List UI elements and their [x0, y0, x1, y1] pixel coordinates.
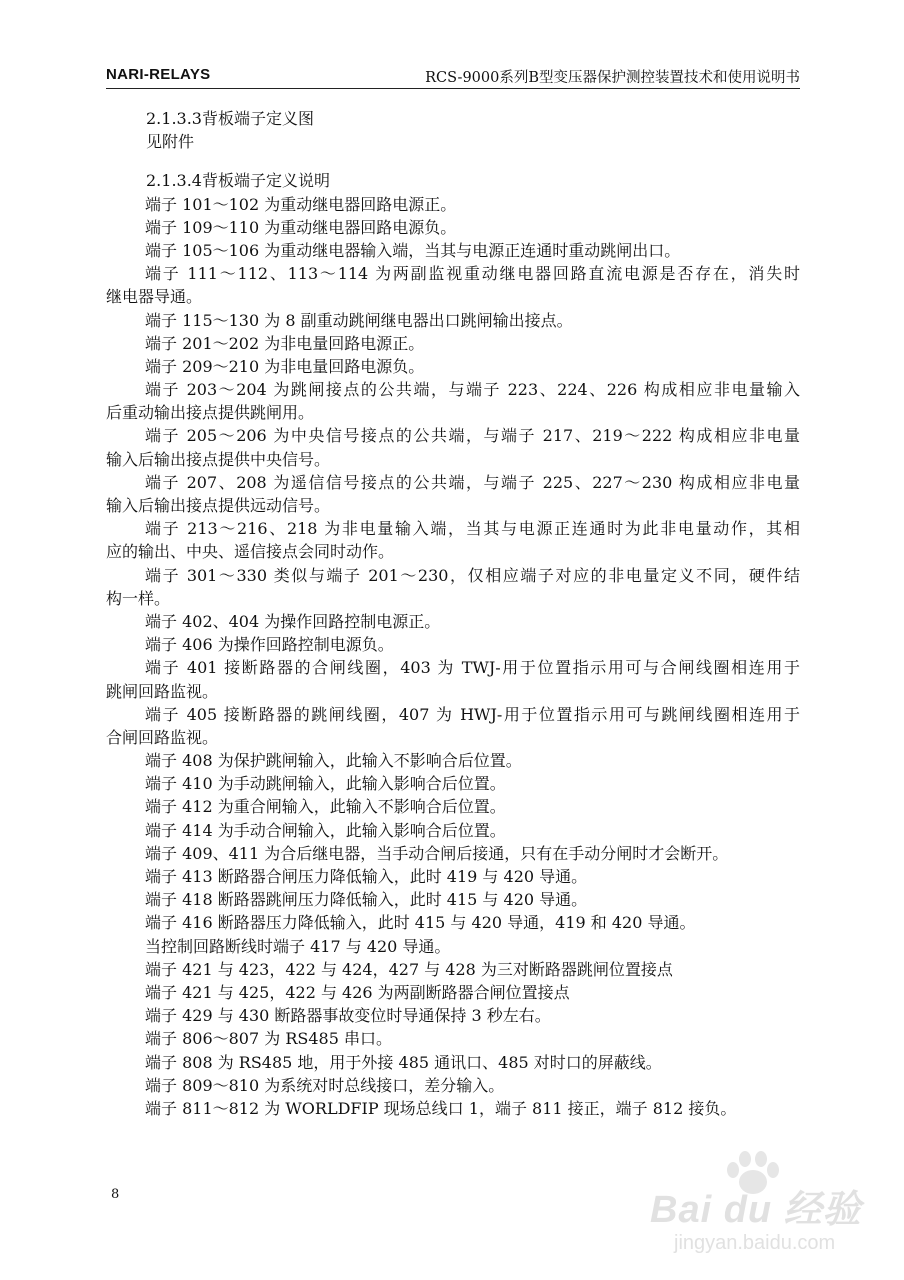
terminal-line: 端子 811～812 为 WORLDFIP 现场总线口 1，端子 811 接正，端子 812 接负。: [145, 1098, 737, 1118]
terminal-line: 端子 401 接断路器的合闸线圈，403 为 TWJ-用于位置指示用可与合闸线圈相连用于: [145, 658, 800, 678]
terminal-line: 端子 209～210 为非电量回路电源负。: [145, 356, 425, 376]
terminal-line: 端子 402、404 为操作回路控制电源正。: [145, 611, 441, 631]
terminal-line: 端子 806～807 为 RS485 串口。: [145, 1029, 392, 1049]
terminal-line: 端子 301～330 类似与端子 201～230，仅相应端子对应的非电量定义不同，硬件结: [145, 565, 800, 585]
terminal-line: 端子 408 为保护跳闸输入，此输入不影响合后位置。: [145, 751, 522, 771]
watermark-brand: Bai du 经验: [650, 1189, 862, 1231]
terminal-line: 端子 109～110 为重动继电器回路电源负。: [145, 217, 457, 237]
terminal-line: 当控制回路断线时端子 417 与 420 导通。: [145, 936, 451, 956]
terminal-line: 端子 205～206 为中央信号接点的公共端，与端子 217、219～222 构成相应非电量: [145, 426, 800, 446]
terminal-line: 端子 207、208 为遥信信号接点的公共端，与端子 225、227～230 构成相应非电量: [145, 472, 800, 492]
terminal-line-cont: 后重动输出接点提供跳闸用。: [106, 403, 315, 423]
baidu-watermark: [650, 1148, 890, 1268]
terminal-line-cont: 应的输出、中央、遥信接点会同时动作。: [106, 542, 395, 562]
terminal-line: 端子 808 为 RS485 地，用于外接 485 通讯口、485 对时口的屏蔽线。: [145, 1052, 662, 1072]
terminal-line-cont: 继电器导通。: [106, 287, 203, 307]
terminal-line-cont: 构一样。: [106, 588, 171, 608]
terminal-line-cont: 合闸回路监视。: [106, 727, 219, 747]
terminal-line: 端子 410 为手动跳闸输入，此输入影响合后位置。: [145, 774, 506, 794]
terminal-line: 端子 405 接断路器的跳闸线圈，407 为 HWJ-用于位置指示用可与跳闸线圈相连用于: [145, 704, 800, 724]
terminal-line: 端子 101～102 为重动继电器回路电源正。: [145, 194, 457, 214]
document-body: [106, 107, 800, 1120]
terminal-line: 端子 414 为手动合闸输入，此输入影响合后位置。: [145, 820, 506, 840]
terminal-line: 端子 416 断路器压力降低输入，此时 415 与 420 导通，419 和 420 导通。: [145, 913, 696, 933]
section-heading-2133: 2.1.3.3背板端子定义图: [146, 109, 314, 128]
header-title: RCS-9000系列B型变压器保护测控装置技术和使用说明书: [425, 70, 800, 86]
terminal-line: 端子 412 为重合闸输入，此输入不影响合后位置。: [145, 797, 506, 817]
terminal-line: 端子 409、411 为合后继电器，当手动合闸后接通，只有在手动分闸时才会断开。: [145, 843, 729, 863]
terminal-line: 端子 213～216、218 为非电量输入端，当其与电源正连通时为此非电量动作，其相: [145, 519, 800, 539]
section-heading-2134: 2.1.3.4背板端子定义说明: [146, 171, 330, 191]
spacer: [106, 153, 800, 169]
terminal-line: 端子 406 为操作回路控制电源负。: [145, 635, 394, 655]
terminal-line: 端子 203～204 为跳闸接点的公共端，与端子 223、224、226 构成相应非电量输入: [145, 380, 800, 400]
terminal-line: 端子 421 与 423，422 与 424，427 与 428 为三对断路器跳闸位置接点: [145, 959, 673, 979]
terminal-line: 端子 111～112、113～114 为两副监视重动继电器回路直流电源是否存在，消失时: [145, 264, 800, 284]
terminal-line-cont: 跳闸回路监视。: [106, 681, 219, 701]
header-brand: NARI-RELAYS: [106, 66, 211, 83]
watermark-url: jingyan.baidu.com: [674, 1232, 836, 1254]
terminal-line: 端子 115～130 为 8 副重动跳闸继电器出口跳闸输出接点。: [145, 310, 573, 330]
terminal-line-cont: 输入后输出接点提供远动信号。: [106, 496, 331, 515]
terminal-line: 端子 413 断路器合闸压力降低输入，此时 419 与 420 导通。: [145, 867, 588, 886]
page-header: [106, 64, 800, 89]
page-number: 8: [111, 1187, 120, 1202]
terminal-line: 端子 429 与 430 断路器事故变位时导通保持 3 秒左右。: [145, 1006, 551, 1026]
terminal-line: 端子 809～810 为系统对时总线接口，差分输入。: [145, 1075, 505, 1095]
terminal-line: 端子 201～202 为非电量回路电源正。: [145, 333, 425, 353]
terminal-line: 端子 418 断路器跳闸压力降低输入，此时 415 与 420 导通。: [145, 890, 588, 910]
terminal-line-cont: 输入后输出接点提供中央信号。: [106, 449, 331, 469]
terminal-line: 端子 421 与 425，422 与 426 为两副断路器合闸位置接点: [145, 982, 570, 1002]
section-body-2133: 见附件: [146, 132, 195, 152]
terminal-line: 端子 105～106 为重动继电器输入端，当其与电源正连通时重动跳闸出口。: [145, 240, 681, 260]
